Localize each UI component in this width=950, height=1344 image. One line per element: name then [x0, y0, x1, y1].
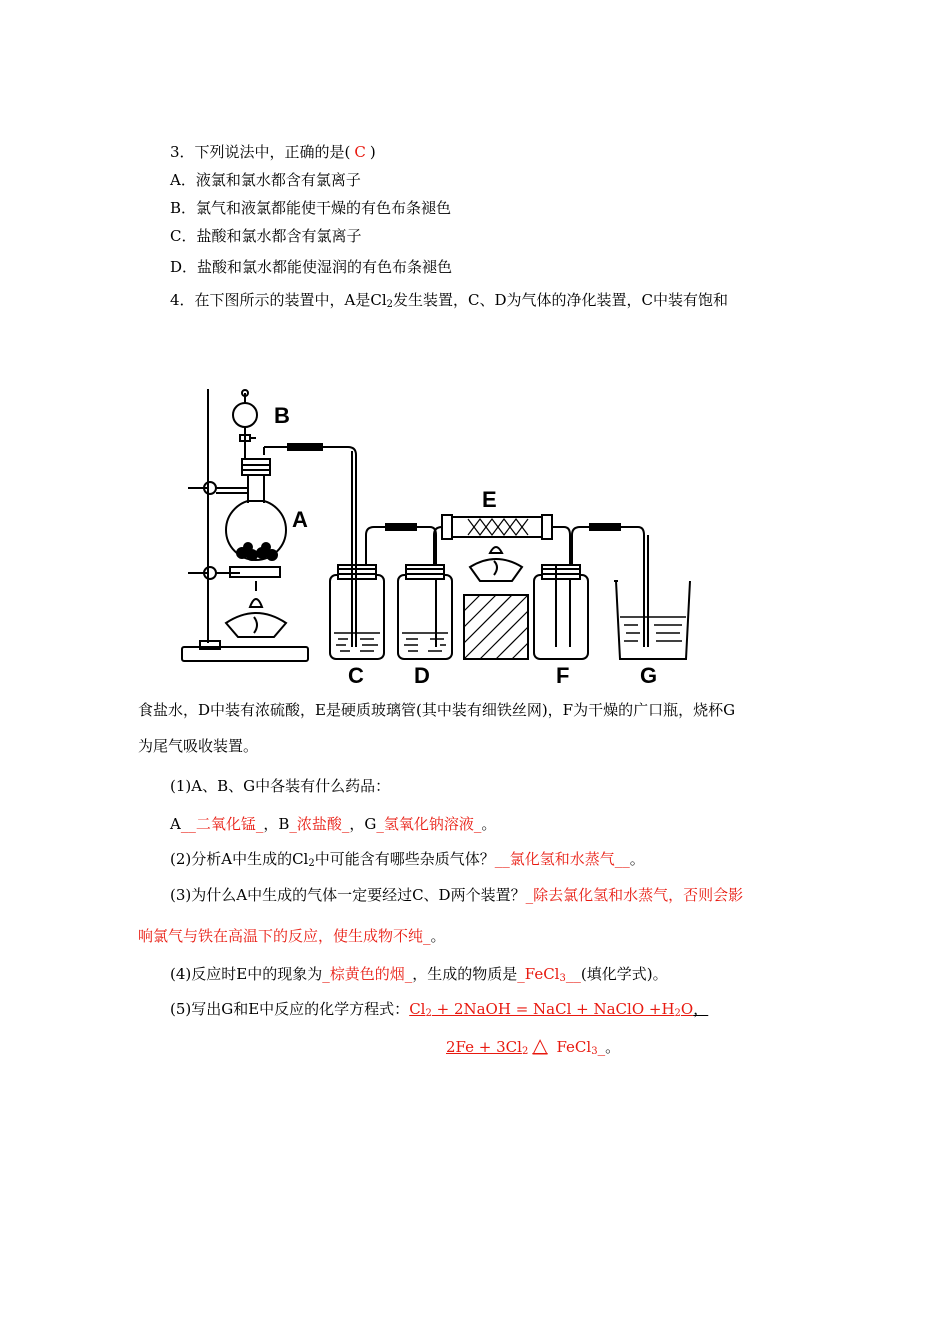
rubber-tube-3	[590, 524, 620, 530]
beaker-G	[616, 581, 690, 659]
label-E: E	[482, 487, 497, 512]
q3-option-a: A．液氯和氯水都含有氯离子	[170, 171, 361, 189]
rubber-tube-1	[288, 444, 322, 450]
answer-g: _氢氧化钠溶液_	[376, 815, 482, 833]
answer-a: __二氧化锰_	[180, 815, 264, 833]
flask-stopper	[242, 459, 270, 475]
equation-e-product: FeCl$_3$_	[551, 1038, 606, 1057]
apparatus-diagram	[178, 385, 698, 695]
q4-p4: (4)反应时E中的现象为_棕黄色的烟_，生成的物质是_FeCl$_3$__(填化学式)。	[170, 965, 668, 984]
q4-intro: 4．在下图所示的装置中，A是$Cl_2$发生装置，C、D为气体的净化装置，C中装有饱和	[170, 291, 729, 310]
mno2-lumps	[237, 543, 277, 560]
answer-p3-a: _除去氯化氢和水蒸气，否则会影	[525, 886, 744, 904]
label-A: A	[292, 507, 308, 532]
label-G: G	[640, 663, 658, 688]
q4-p5: (5)写出G和E中反应的化学方程式：$Cl_2$ + 2NaOH = NaCl + NaClO $+H_2O$，	[170, 1000, 709, 1019]
bottle-F	[534, 575, 588, 659]
label-B: B	[274, 403, 290, 428]
funnel-B	[233, 403, 257, 427]
q3-answer: C	[354, 143, 366, 161]
q4-p3: (3)为什么A中生成的气体一定要经过C、D两个装置？_除去氯化氢和水蒸气，否则会影	[170, 886, 744, 904]
answer-p3-b: 响氯气与铁在高温下的反应，使生成物不纯_	[138, 927, 431, 945]
answer-p4-b: _FeCl$_3$__	[517, 965, 581, 984]
answer-p2: __氯化氢和水蒸气__	[494, 850, 630, 868]
q4-p1-question: (1)A、B、G中各装有什么药品：	[170, 777, 391, 795]
q4-intro-line2: 食盐水，D中装有浓硫酸，E是硬质玻璃管(其中装有细铁丝网)，F为干燥的广口瓶，烧杯G	[138, 701, 736, 719]
q4-intro-line3: 为尾气吸收装置。	[138, 737, 259, 755]
glass-tube-E	[450, 517, 544, 537]
equation-e: $2Fe + 3Cl_2$ △ FeCl$_3$_。	[446, 1033, 621, 1057]
bottle-D	[398, 575, 452, 659]
label-D: D	[414, 663, 430, 688]
answer-b: _浓盐酸_	[289, 815, 350, 833]
answer-p4-a: _棕黄色的烟_	[322, 965, 413, 983]
equation-g: $Cl_2$ + 2NaOH = NaCl + NaClO $+H_2O$	[409, 1000, 694, 1019]
q4-p2: (2)分析A中生成的$Cl_2$中可能含有哪些杂质气体？__氯化氢和水蒸气__。	[170, 850, 645, 869]
label-F: F	[556, 663, 570, 688]
q3-option-b: B．氯气和液氯都能使干燥的有色布条褪色	[170, 199, 452, 217]
iron-wire-mesh	[468, 519, 528, 535]
rubber-tube-2	[386, 524, 416, 530]
q4-p3-cont: 响氯气与铁在高温下的反应，使生成物不纯_。	[138, 927, 446, 945]
q3-stem: 3．下列说法中，正确的是( C )	[170, 143, 376, 161]
label-C: C	[348, 663, 364, 688]
q4-p1-answer: A__二氧化锰_，B_浓盐酸_，G_氢氧化钠溶液_。	[170, 815, 497, 833]
heat-delta-icon: △	[532, 1033, 548, 1057]
q3-option-d: D．盐酸和氯水都能使湿润的有色布条褪色	[170, 258, 453, 276]
q3-option-c: C．盐酸和氯水都含有氯离子	[170, 227, 362, 245]
